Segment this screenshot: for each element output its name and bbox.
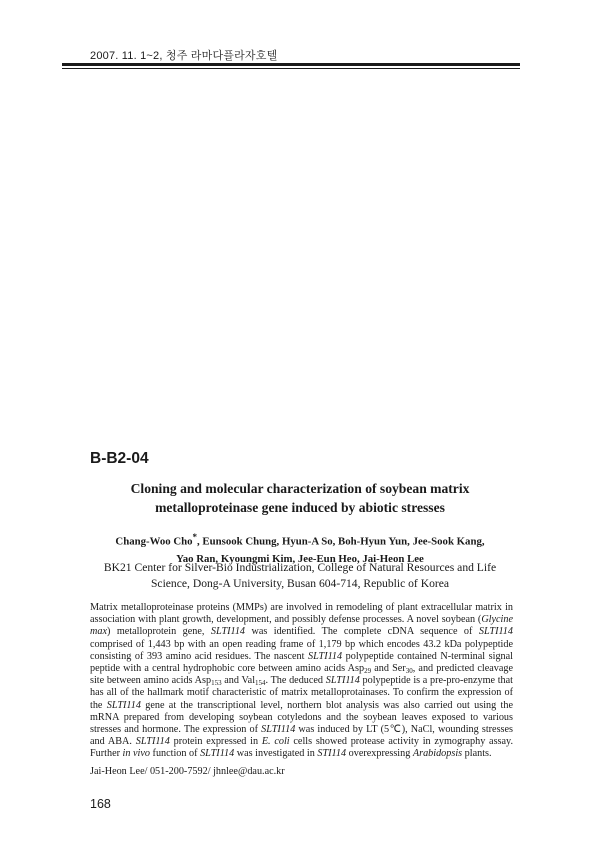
abstract-text: comprised of 1,443 bp with an open reading frame of 1,179 bp which encodes 43.2 kDa polypeptide consisting of 393 amino acid residues. The nascent — [90, 638, 513, 662]
header-rule-thick — [62, 63, 520, 66]
gene-name: STI114 — [317, 748, 347, 760]
residue-number: 29 — [364, 667, 372, 676]
corresponding-mark: * — [192, 532, 198, 542]
first-author: Chang-Woo Cho — [115, 535, 193, 548]
affiliation-line-2: Science, Dong-A University, Busan 604-714, Republic of Korea — [150, 577, 450, 590]
abstract-text: Matrix metalloproteinase proteins (MMPs) are involved in remodeling of plant extracellular matrix in association with plant growth, development, and possibly defense processes. A novel soybean ( — [90, 602, 513, 626]
authors-line-2: Yao Ran, Kyoungmi Kim, Jee-Eun Heo, Jai-Heon Lee — [176, 552, 424, 565]
abstract-text: and Val — [221, 675, 256, 687]
contact-info: Jai-Heon Lee/ 051-200-7592/ jhnlee@dau.ac.kr — [90, 766, 285, 777]
affiliation-line-1: BK21 Center for Silver-Bio Industrialization, College of Natural Resources and Life — [103, 561, 497, 574]
species-name: E. coli — [261, 736, 290, 748]
abstract-text: was induced by LT (5℃), NaCl, wounding stresses and ABA. — [90, 724, 513, 748]
gene-name: SLTI114 — [200, 748, 235, 760]
abstract-text: . The deduced — [265, 675, 326, 687]
header-rule-thin — [62, 68, 520, 69]
abstract-text: plants. — [462, 748, 492, 760]
abstract-text: function of — [150, 748, 201, 760]
abstract-text: , and predicted cleavage site between amino acids Asp — [90, 663, 513, 687]
abstract-text: was investigated in — [234, 748, 318, 760]
italic-term: in vivo — [122, 748, 150, 760]
abstract-text: was identified. The complete cDNA sequence of — [245, 626, 479, 638]
paper-title — [90, 479, 510, 517]
residue-number: 30 — [405, 667, 413, 676]
gene-name: SLTI114 — [135, 736, 170, 748]
gene-name: SLTI114 — [478, 626, 513, 638]
abstract-text: protein expressed in — [169, 736, 262, 748]
gene-name: SLTI114 — [325, 675, 360, 687]
running-header: 2007. 11. 1~2, 청주 라마다플라자호텔 — [90, 50, 278, 62]
abstract-text: overexpressing — [346, 748, 413, 760]
species-name: Glycine max — [90, 614, 513, 638]
title-line-1: Cloning and molecular characterization of soybean matrix — [130, 481, 470, 496]
abstract-body — [90, 602, 513, 761]
authors-line-1-rest: , Eunsook Chung, Hyun-A So, Boh-Hyun Yun, Jee-Sook Kang, — [197, 535, 485, 548]
affiliation — [90, 560, 510, 592]
gene-name: SLTI114 — [261, 724, 296, 736]
gene-name: SLTI114 — [106, 699, 141, 711]
abstract-text: polypeptide is a pre-pro-enzyme that has all of the hallmark motif characteristic of matrix metalloprotainases. To confirm the expression of the — [90, 675, 513, 711]
title-line-2: metalloproteinase gene induced by abiotic stresses — [155, 500, 445, 515]
residue-number: 154 — [255, 679, 266, 688]
abstract-text: and Ser — [371, 663, 406, 675]
page-number: 168 — [90, 797, 111, 811]
species-name: Arabidopsis — [412, 748, 463, 760]
abstract-text: ) metalloprotein gene, — [106, 626, 211, 638]
abstract-text: cells showed protease activity in zymography assay. Further — [90, 736, 514, 760]
gene-name: SLTI114 — [210, 626, 246, 638]
abstract-code: B-B2-04 — [90, 450, 149, 467]
gene-name: SLTI114 — [307, 650, 343, 662]
residue-number: 153 — [211, 679, 222, 688]
abstract-text: gene at the transcriptional level, northern blot analysis was also carried out using the mRNA prepared from developing soybean cotyledons and the soybean leaves exposed to various stresses and hormone. The expression of — [90, 699, 513, 736]
abstract-text: polypeptide contained N-terminal signal peptide with a central hydrophobic core between amino acids Asp — [90, 650, 513, 675]
